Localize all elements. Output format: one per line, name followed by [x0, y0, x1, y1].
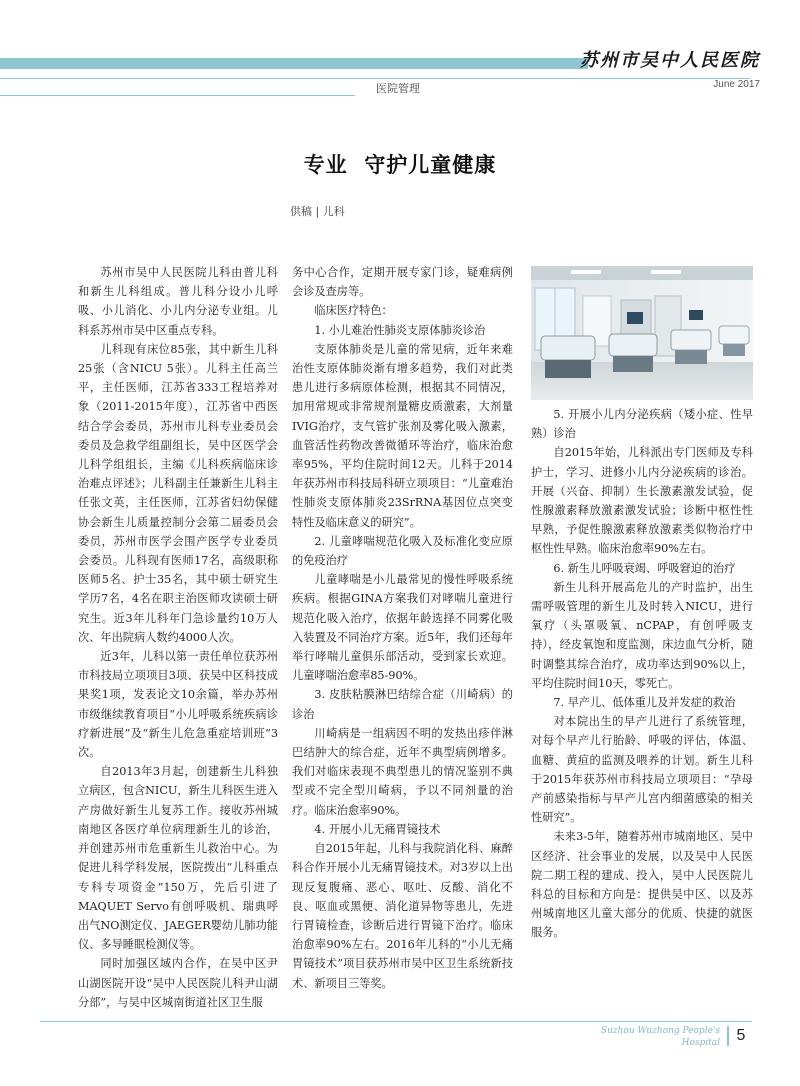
nicu-ward-image: [531, 266, 753, 400]
header-date: June 2017: [713, 79, 760, 90]
section-label: 医院管理: [376, 82, 420, 95]
paragraph: 1. 小儿难治性肺炎支原体肺炎诊治: [314, 323, 486, 337]
page-number: 5: [727, 1026, 753, 1046]
paragraph: 5. 开展小儿内分泌疾病（矮小症、性早熟）诊治: [531, 408, 753, 441]
article-title: 专业 守护儿童健康: [303, 153, 497, 177]
article-column-3: [531, 405, 753, 943]
paragraph: 自2013年3月起，创建新生儿科独立病区，包含NICU，新生儿科医生进入产房做好新生儿复苏工作。接收苏州城南地区各医疗单位病理新生儿的诊治，并创建苏州市危重新生儿救治中心。为促进儿科学科发展，医院拨出“儿科重点专科专项资金”150万，先后引进了MAQUET Servo有创呼吸机、瑞典呼出气NO测定仪、JAEGER婴幼儿肺功能仪、多导睡眠检测仪等。: [78, 765, 279, 952]
paragraph: 2. 儿童哮喘规范化吸入及标准化变应原的免疫治疗: [292, 534, 513, 568]
paragraph: 7. 早产儿、低体重儿及并发症的救治: [553, 696, 736, 710]
paragraph: 自2015年起，儿科与我院消化科、麻醉科合作开展小儿无痛胃镜技术。对3岁以上出现反复腹痛、恶心、呕吐、反酸、消化不良、呕血或黑便、消化道异物等患儿，先进行胃镜检查，诊断后进行胃镜下治疗。临床治愈率90%左右。2016年儿科的“小儿无痛胃镜技术”项目获苏州市吴中区卫生系统新技术、新项目三等奖。: [292, 842, 513, 990]
footer-rule: [40, 1021, 752, 1022]
paragraph: 儿科现有床位85张，其中新生儿科25张（含NICU 5张）。儿科主任高兰平，主任医师，江苏省333工程培养对象（2011-2015年度），江苏省中西医结合学会委员，苏州市儿科专业委员会委员及急救学组副组长，吴中区医学会儿科学组组长，主编《儿科疾病临床诊治难点评述》；儿科副主任兼新生儿科主任张文英，主任医师，江苏省妇幼保健协会新生儿质量控制分会第二届委员会委员，苏州市医学会围产医学专业委员会委员。儿科现有医师17名，高级职称医师5名、护士35名，其中硕士研究生学历7名，4名在职主治医师攻读硕士研究生。近3年儿科年门急诊量约10万人次、年出院病人数约4000人次。: [78, 342, 278, 644]
paragraph: 同时加强区域内合作，在吴中区尹山湖医院开设“吴中人民医院儿科尹山湖分部”，与吴中区城南街道社区卫生服: [78, 957, 278, 1009]
paragraph: 近3年，儿科以第一责任单位获苏州市科技局立项项目3项、获吴中区科技成果奖1项，发表论文10余篇，举办苏州市级继续教育项目“小儿呼吸系统疾病诊疗新进展”及“新生儿危急重症培训班”3次。: [78, 650, 278, 760]
paragraph: 对本院出生的早产儿进行了系统管理，对每个早产儿行胎龄、呼吸的评估，体温、血糖、黄疸的监测及喂养的计划。新生儿科于2015年获苏州市科技局立项项目：“孕母产前感染指标与早产儿宫内细菌感染的相关性研究”。: [531, 715, 753, 825]
header-hospital-name: 苏州市吴中人民医院: [580, 50, 760, 71]
paragraph: 6. 新生儿呼吸衰竭、呼吸窘迫的治疗: [553, 561, 736, 575]
header-accent-bar: [0, 58, 588, 69]
paragraph: 自2015年始，儿科派出专门医师及专科护士，学习、进修小儿内分泌疾病的诊治。开展（兴奋、抑制）生长激素激发试验，促性腺激素释放激素激发试验；诊断中枢性性早熟，予促性腺激素释放激素类似物治疗中枢性性早熟。临床治愈率90%左右。: [531, 446, 753, 556]
paragraph: 苏州市吴中人民医院儿科由普儿科和新生儿科组成。普儿科分设小儿呼吸、小儿消化、小儿内分泌专业组。儿科系苏州市吴中区重点专科。: [78, 266, 278, 337]
footer-hospital-name: Suzhou Wuzhong People's Hospital: [600, 1026, 720, 1048]
paragraph: 儿童哮喘是小儿最常见的慢性呼吸系统疾病。根据GINA方案我们对哮喘儿童进行规范化吸入治疗，依据年龄选择不同雾化吸入装置及不同治疗方案。近5年，我们还每年举行哮喘儿童俱乐部活动，受到家长欢迎。儿童哮喘治愈率85-90%。: [292, 573, 513, 683]
paragraph: 未来3-5年，随着苏州市城南地区、吴中区经济、社会事业的发展，以及吴中人民医院二期工程的建成、投入，吴中人民医院儿科总的目标和方向是：提供吴中区、以及苏州城南地区儿童大部分的优质、快捷的就医服务。: [531, 830, 753, 940]
paragraph: 支原体肺炎是儿童的常见病，近年来难治性支原体肺炎渐有增多趋势，我们对此类患儿进行多病原体检测，根据其不同情况，加用常规或非常规剂量糖皮质激素，大剂量IVIG治疗，支气管扩张剂及雾化吸入激素，血管活性药物改善微循环等治疗，临床治愈率95%，平均住院时间12天。儿科于2014年获苏州市科技局科研立项项目：“儿童难治性肺炎支原体肺炎23SrRNA基因位点突变特性及临床意义的研究”。: [292, 342, 513, 529]
paragraph: 临床医疗特色：: [314, 304, 393, 318]
section-rule: [0, 95, 355, 96]
header-rule: [0, 78, 750, 79]
ward-photo: [531, 266, 753, 400]
article-byline: 供稿 | 儿科: [290, 205, 345, 218]
paragraph: 3. 皮肤粘膜淋巴结综合症（川崎病）的诊治: [292, 688, 513, 721]
article-column-2: [292, 263, 513, 993]
paragraph: 川崎病是一组病因不明的发热出疹伴淋巴结肿大的综合症，近年不典型病例增多。我们对临床表现不典型患儿的情况鉴别不典型或不完全型川崎病，予以不同剂量的治疗。临床治愈率90%。: [292, 726, 513, 817]
article-column-1: [78, 263, 278, 1012]
paragraph: 4. 开展小儿无痛胃镜技术: [314, 822, 441, 836]
paragraph: 新生儿科开展高危儿的产时监护，出生需呼吸管理的新生儿及时转入NICU，进行氧疗（头罩吸氧、nCPAP，有创呼吸支持），经皮氧饱和度监测，床边血气分析，随时调整其综合治疗，成功率达到90%以上，平均住院时间10天，零死亡。: [531, 580, 753, 690]
paragraph: 务中心合作，定期开展专家门诊，疑难病例会诊及查房等。: [292, 266, 513, 299]
